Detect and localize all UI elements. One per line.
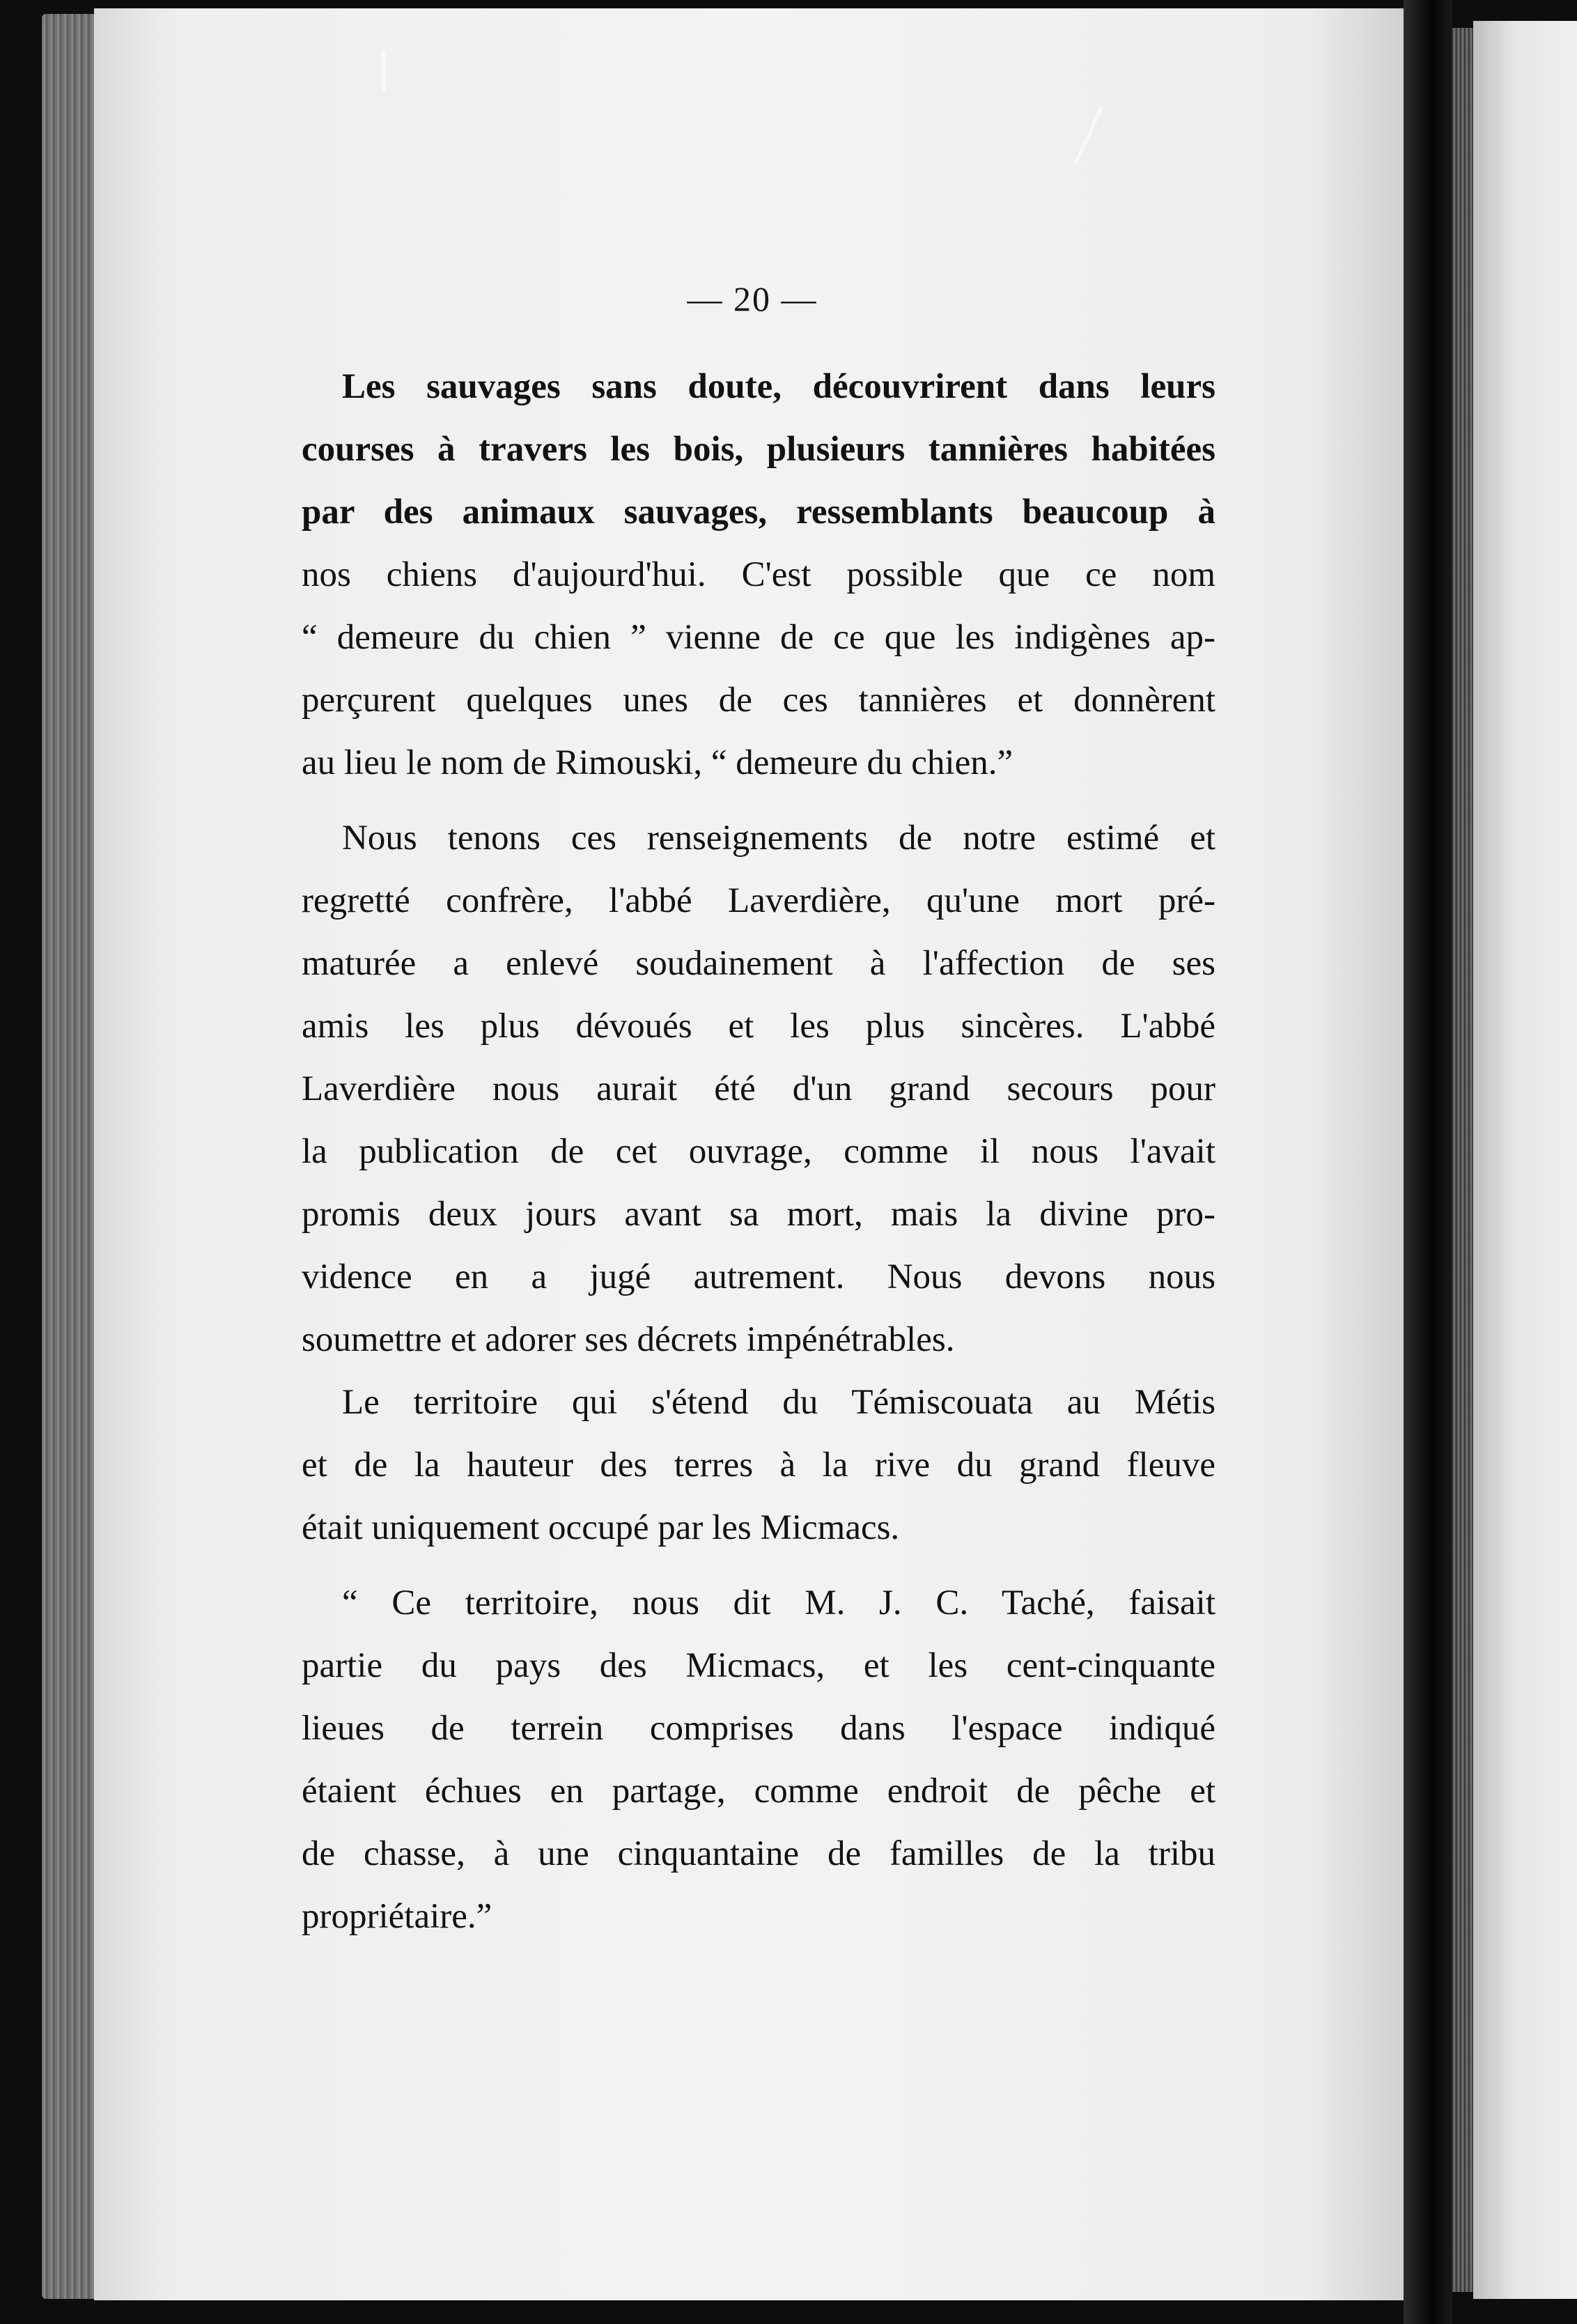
scan-scratch (382, 50, 386, 92)
text-line: maturée a enlevé soudainement à l'affection de ses (302, 944, 1215, 983)
text-line: soumettre et adorer ses décrets impénétrables. (302, 1320, 955, 1359)
text-line: Les sauvages sans doute, découvrirent dans leurs (342, 367, 1215, 406)
text-line: Nous tenons ces renseignements de notre estimé et (342, 819, 1215, 858)
text-line: courses à travers les bois, plusieurs tannières habitées (302, 430, 1215, 469)
text-line: étaient échues en partage, comme endroit de pêche et (302, 1772, 1215, 1811)
text-line: la publication de cet ouvrage, comme il nous l'avait (302, 1132, 1215, 1171)
text-line: partie du pays des Micmacs, et les cent-cinquante (302, 1646, 1215, 1685)
text-line: “ demeure du chien ” vienne de ce que les indigènes ap- (302, 618, 1215, 657)
text-line: nos chiens d'aujourd'hui. C'est possible que ce nom (302, 555, 1215, 594)
text-line: propriétaire.” (302, 1897, 492, 1936)
body-text (302, 355, 1215, 1948)
text-line: par des animaux sauvages, ressemblants beaucoup à (302, 493, 1215, 532)
text-line: amis les plus dévoués et les plus sincères. L'abbé (302, 1007, 1215, 1046)
next-page-edge (1452, 28, 1473, 2292)
page-number: — 20 — (687, 279, 818, 318)
binding-gutter (1404, 0, 1452, 2324)
text-line: Laverdière nous aurait été d'un grand secours pour (302, 1069, 1215, 1108)
text-line: “ Ce territoire, nous dit M. J. C. Taché, faisait (342, 1583, 1215, 1622)
text-line: promis deux jours avant sa mort, mais la divine pro- (302, 1195, 1215, 1234)
text-line: et de la hauteur des terres à la rive du grand fleuve (302, 1446, 1215, 1485)
text-line: au lieu le nom de Rimouski, “ demeure du chien.” (302, 743, 1013, 782)
book-fore-edge (42, 14, 98, 2299)
text-line: lieues de terrein comprises dans l'espace indiqué (302, 1709, 1215, 1748)
text-line: vidence en a jugé autrement. Nous devons nous (302, 1257, 1215, 1296)
next-page-sliver (1473, 21, 1577, 2299)
text-line: Le territoire qui s'étend du Témiscouata au Métis (342, 1383, 1215, 1422)
text-line: était uniquement occupé par les Micmacs. (302, 1508, 900, 1547)
text-line: regretté confrère, l'abbé Laverdière, qu'une mort pré- (302, 881, 1215, 920)
text-line: perçurent quelques unes de ces tannières et donnèrent (302, 681, 1215, 720)
text-line: de chasse, à une cinquantaine de familles de la tribu (302, 1834, 1215, 1873)
